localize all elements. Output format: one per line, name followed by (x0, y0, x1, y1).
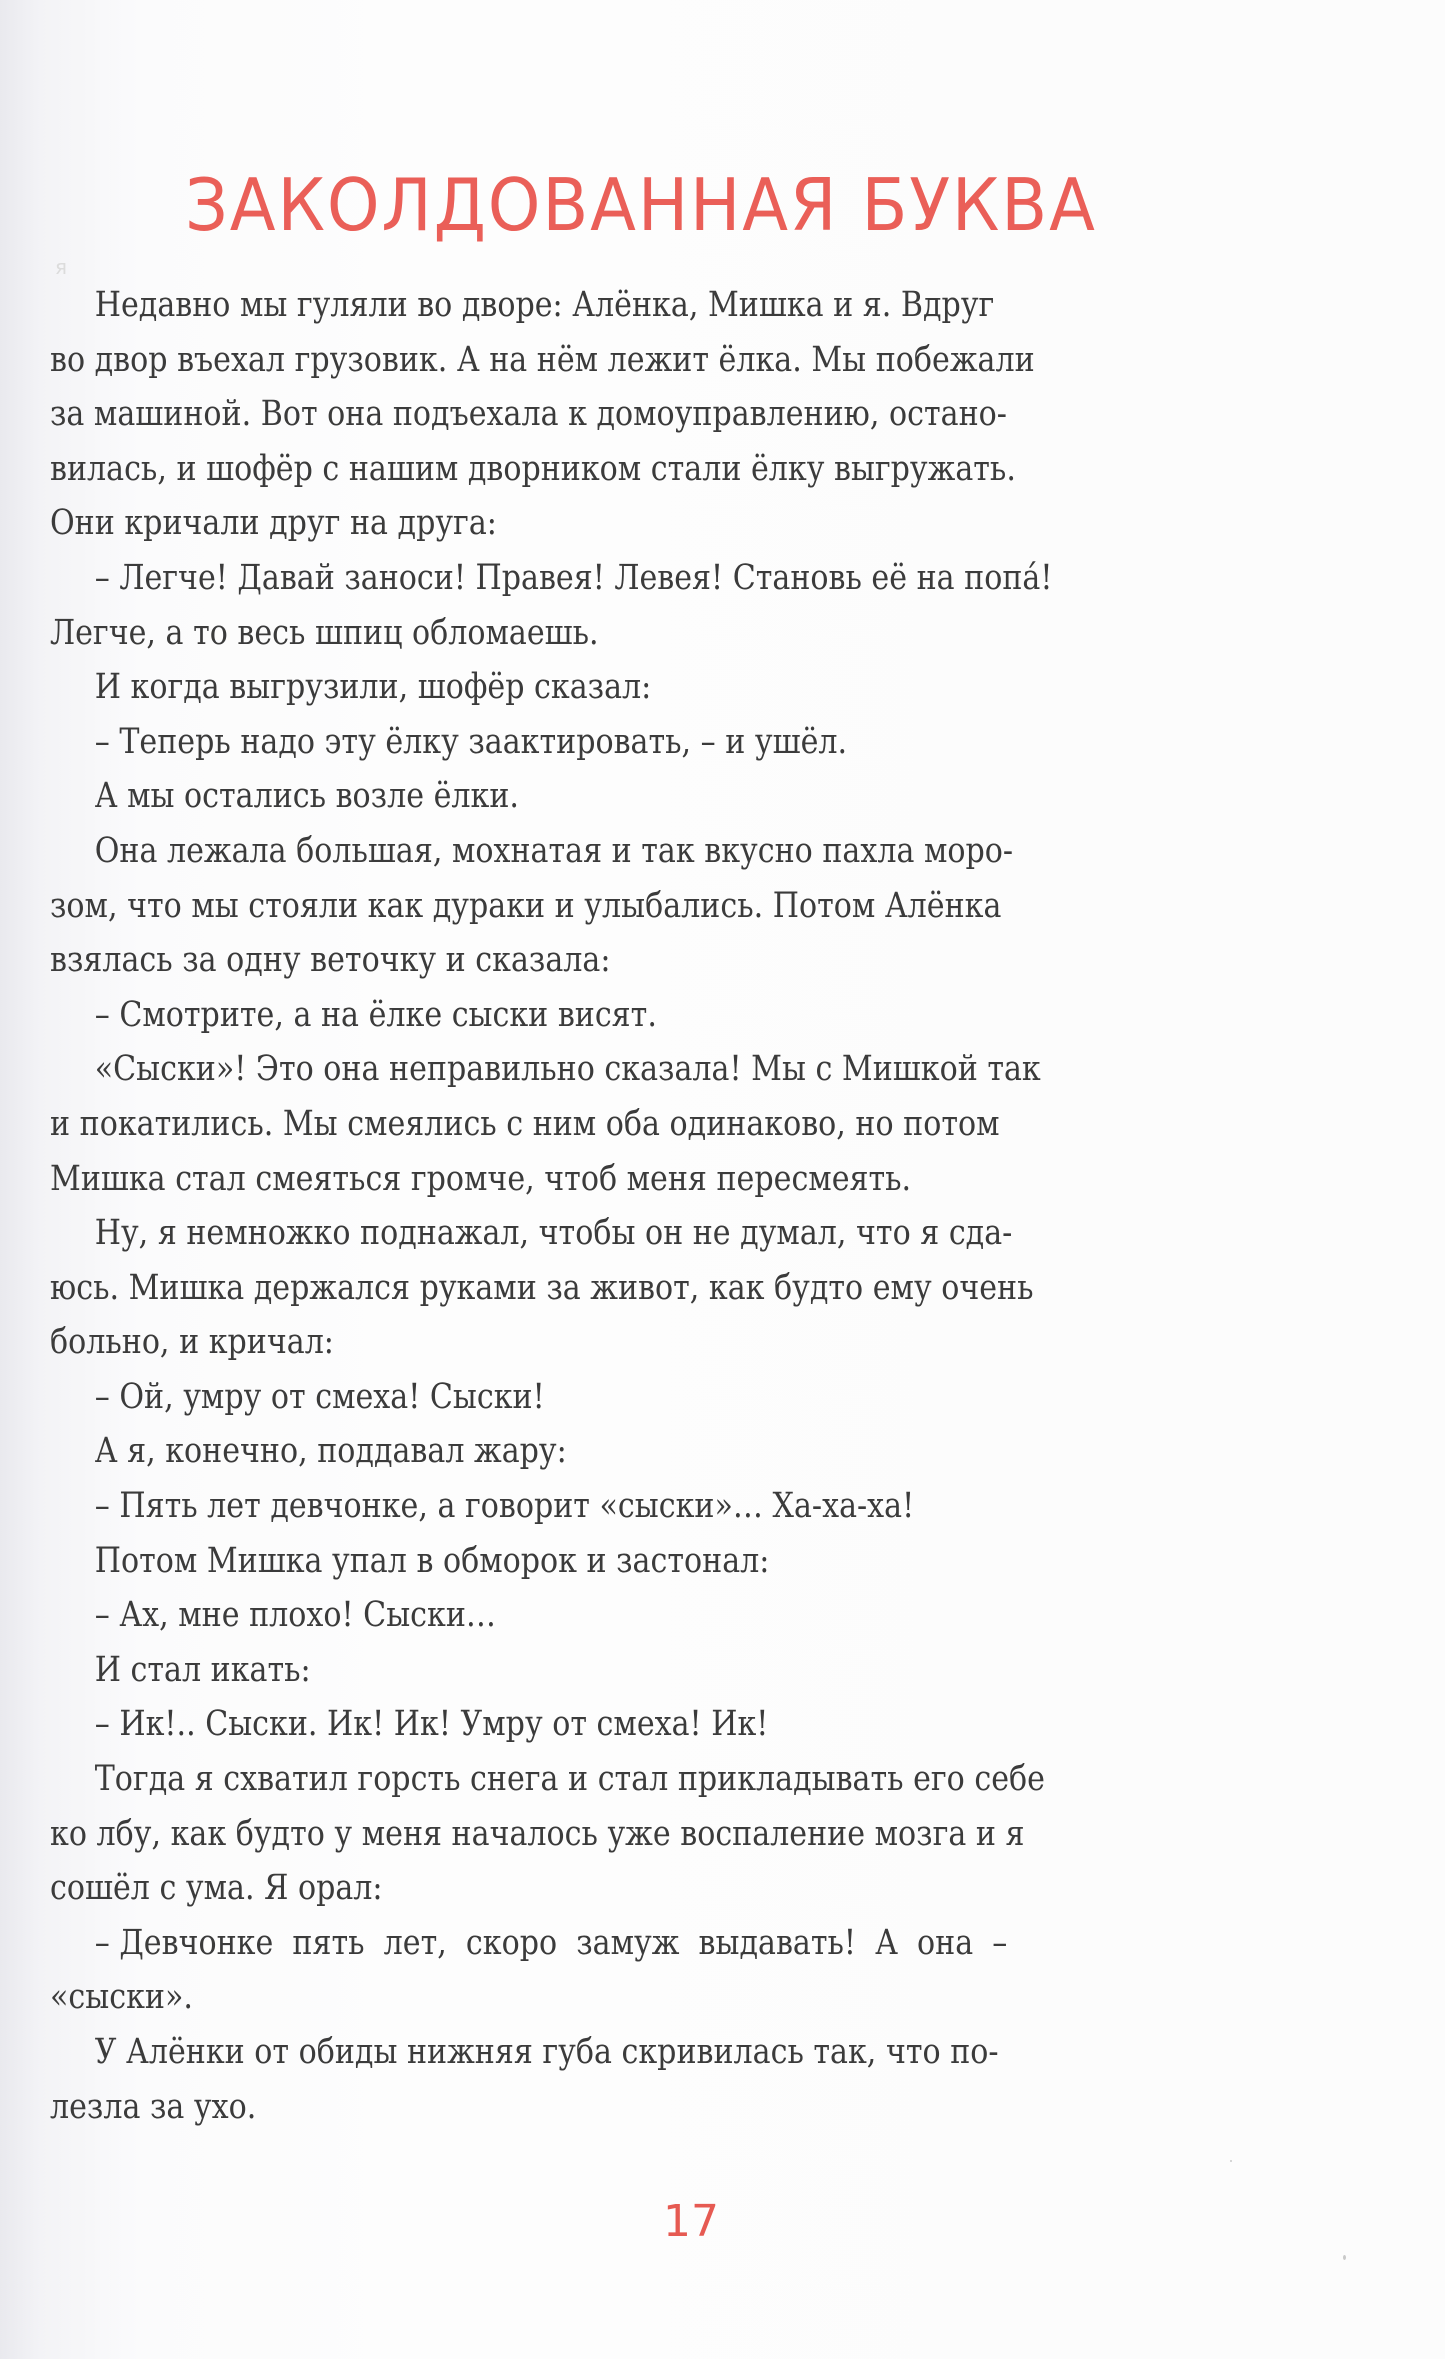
text-line: «Сыски»! Это она неправильно сказала! Мы с Мишкой так (94, 1049, 1041, 1090)
text-line: Недавно мы гуляли во дворе: Алёнка, Мишка и я. Вдруг (94, 285, 995, 325)
paper-speck (1230, 2160, 1232, 2162)
text-line: – Смотрите, а на ёлке сыски висят. (94, 994, 657, 1035)
story-body (50, 278, 1300, 2134)
text-line: Тогда я схватил горсть снега и стал прикладывать его себе (94, 1759, 1045, 1800)
text-line: сошёл с ума. Я орал: (50, 1868, 383, 1909)
text-line: лезла за ухо. (50, 2086, 257, 2127)
text-line: Она лежала большая, мохнатая и так вкусно пахла моро- (94, 830, 1014, 871)
text-line: юсь. Мишка держался руками за живот, как будто ему очень (50, 1267, 1034, 1308)
text-line: во двор въехал грузовик. А на нём лежит ёлка. Мы побежали (50, 339, 1035, 380)
text-line: «сыски». (50, 1977, 193, 2018)
text-line: – Легче! Давай заноси! Правея! Левея! Становь её на попá! (94, 557, 1053, 598)
text-line: И когда выгрузили, шофёр сказал: (94, 667, 652, 708)
text-line: – Пять лет девчонке, а говорит «сыски»… Ха-ха-ха! (94, 1486, 915, 1527)
text-line: Мишка стал смеяться громче, чтоб меня пересмеять. (50, 1158, 912, 1199)
text-line: А мы остались возле ёлки. (94, 776, 519, 817)
text-line: Легче, а то весь шпиц обломаешь. (50, 612, 599, 653)
paper-speck (1343, 2255, 1346, 2260)
text-line: за машиной. Вот она подъехала к домоуправлению, остано- (50, 394, 1007, 435)
text-line: – Теперь надо эту ёлку заактировать, – и ушёл. (94, 721, 848, 762)
text-line: И стал икать: (94, 1649, 311, 1690)
text-line: ко лбу, как будто у меня началось уже воспаление мозга и я (50, 1813, 1025, 1854)
text-line: А я, конечно, поддавал жару: (94, 1431, 567, 1472)
text-line: – Ик!.. Сыски. Ик! Ик! Умру от смеха! Ик! (94, 1704, 769, 1745)
text-line: Ну, я немножко поднажал, чтобы он не думал, что я сда- (94, 1213, 1013, 1254)
text-line: – Ой, умру от смеха! Сыски! (94, 1376, 545, 1417)
show-through-mark: я (55, 255, 68, 279)
text-line: вилась, и шофёр с нашим дворником стали ёлку выгружать. (50, 448, 1016, 489)
text-line: взялась за одну веточку и сказала: (50, 940, 611, 981)
story-title: ЗАКОЛДОВАННАЯ БУКВА (185, 163, 1097, 247)
text-line: У Алёнки от обиды нижняя губа скривилась так, что по- (94, 2032, 999, 2072)
text-line: Потом Мишка упал в обморок и застонал: (94, 1540, 770, 1581)
text-line: зом, что мы стояли как дураки и улыбались. Потом Алёнка (50, 885, 1002, 926)
text-line: больно, и кричал: (50, 1322, 334, 1363)
text-line: и покатились. Мы смеялись с ним оба одинаково, но потом (50, 1103, 1000, 1144)
text-line: – Ах, мне плохо! Сыски… (94, 1595, 496, 1636)
page-number: 17 (663, 2196, 719, 2247)
text-line: – Девчонке пять лет, скоро замуж выдавать! А она – (94, 1922, 1008, 1963)
text-line: Они кричали друг на друга: (50, 503, 497, 544)
